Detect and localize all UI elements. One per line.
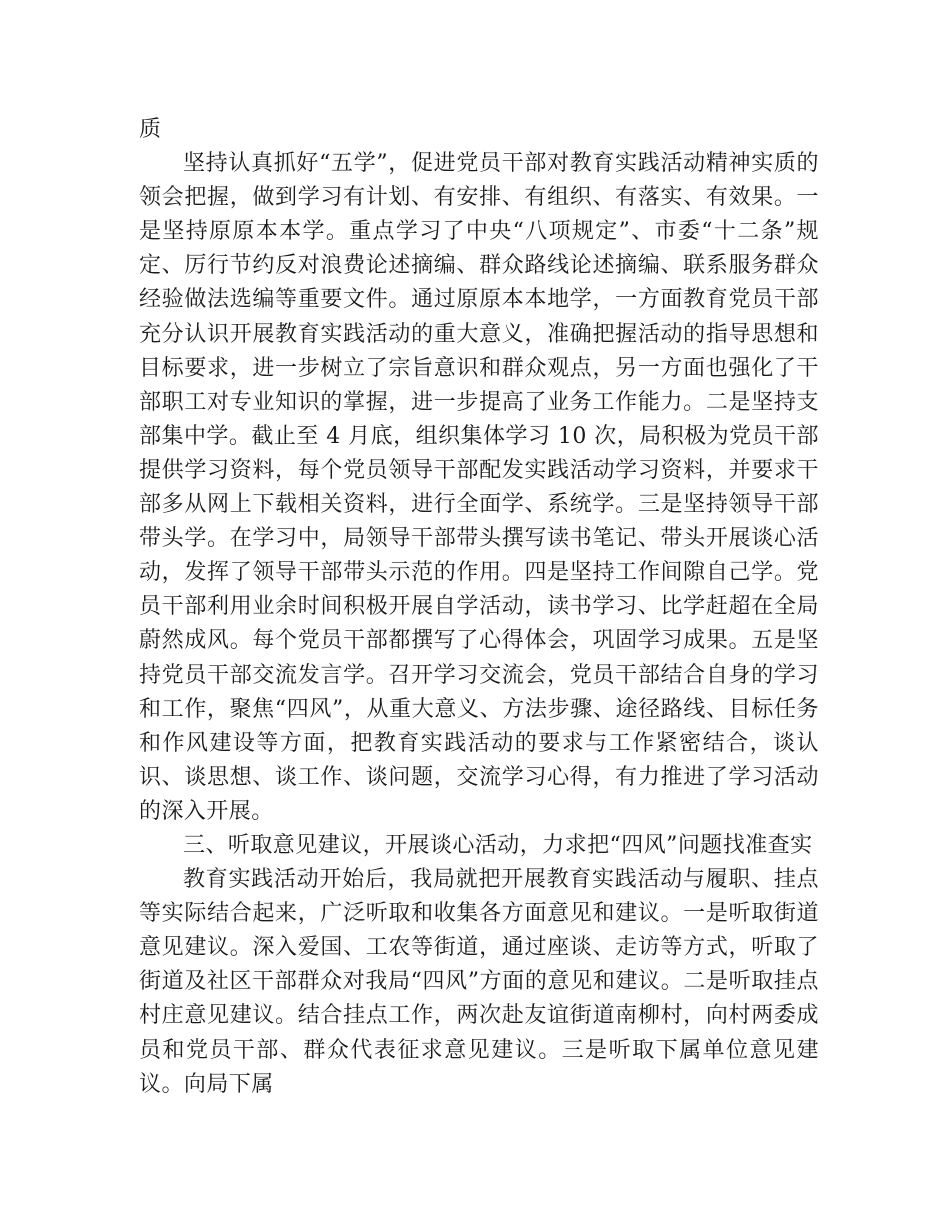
section-heading-three: 三、听取意见建议，开展谈心活动，力求把“四风”问题找准查实 <box>183 832 813 858</box>
document-body <box>139 113 819 1102</box>
paragraph-continuation: 质 <box>139 117 162 142</box>
paragraph-five-studies: 坚持认真抓好“五学”，促进党员干部对教育实践活动精神实质的领会把握，做到学习有计划、有安排、有组织、有落实、有效果。一是坚持原原本本学。重点学习了中央“八项规定”、市委“十二条”规定、厉行节约反对浪费论述摘编、群众路线论述摘编、联系服务群众经验做法选编等重要文件。通过原原本本地学，一方面教育党员干部充分认识开展教育实践活动的重大意义，准确把握活动的指导思想和目标要求，进一步树立了宗旨意识和群众观点，另一方面也强化了干部职工对专业知识的掌握，进一步提高了业务工作能力。二是坚持支部集中学。截止至 4 月底，组织集体学习 10 次，局积极为党员干部提供学习资料，每个党员领导干部配发实践活动学习资料，并要求干部多从网上下载相关资料，进行全面学、系统学。三是坚持领导干部带头学。在学习中，局领导干部带头撰写读书笔记、带头开展谈心活动，发挥了领导干部带头示范的作用。四是坚持工作间隙自己学。党员干部利用业余时间积极开展自学活动，读书学习、比学赶超在全局蔚然成风。每个党员干部都撰写了心得体会，巩固学习成果。五是坚持党员干部交流发言学。召开学习交流会，党员干部结合自身的学习和工作，聚焦“四风”，从重大意义、方法步骤、途径路线、目标任务和作风建设等方面，把教育实践活动的要求与工作紧密结合，谈认识、谈思想、谈工作、谈问题，交流学习心得，有力推进了学习活动的深入开展。 <box>139 151 819 824</box>
paragraph-listen-opinions: 教育实践活动开始后，我局就把开展教育实践活动与履职、挂点等实际结合起来，广泛听取和收集各方面意见和建议。一是听取街道意见建议。深入爱国、工农等街道，通过座谈、走访等方式，听取了街道及社区干部群众对我局“四风”方面的意见和建议。二是听取挂点村庄意见建议。结合挂点工作，两次赴友谊街道南柳村，向村两委成员和党员干部、群众代表征求意见建议。三是听取下属单位意见建议。向局下属 <box>139 867 819 1097</box>
